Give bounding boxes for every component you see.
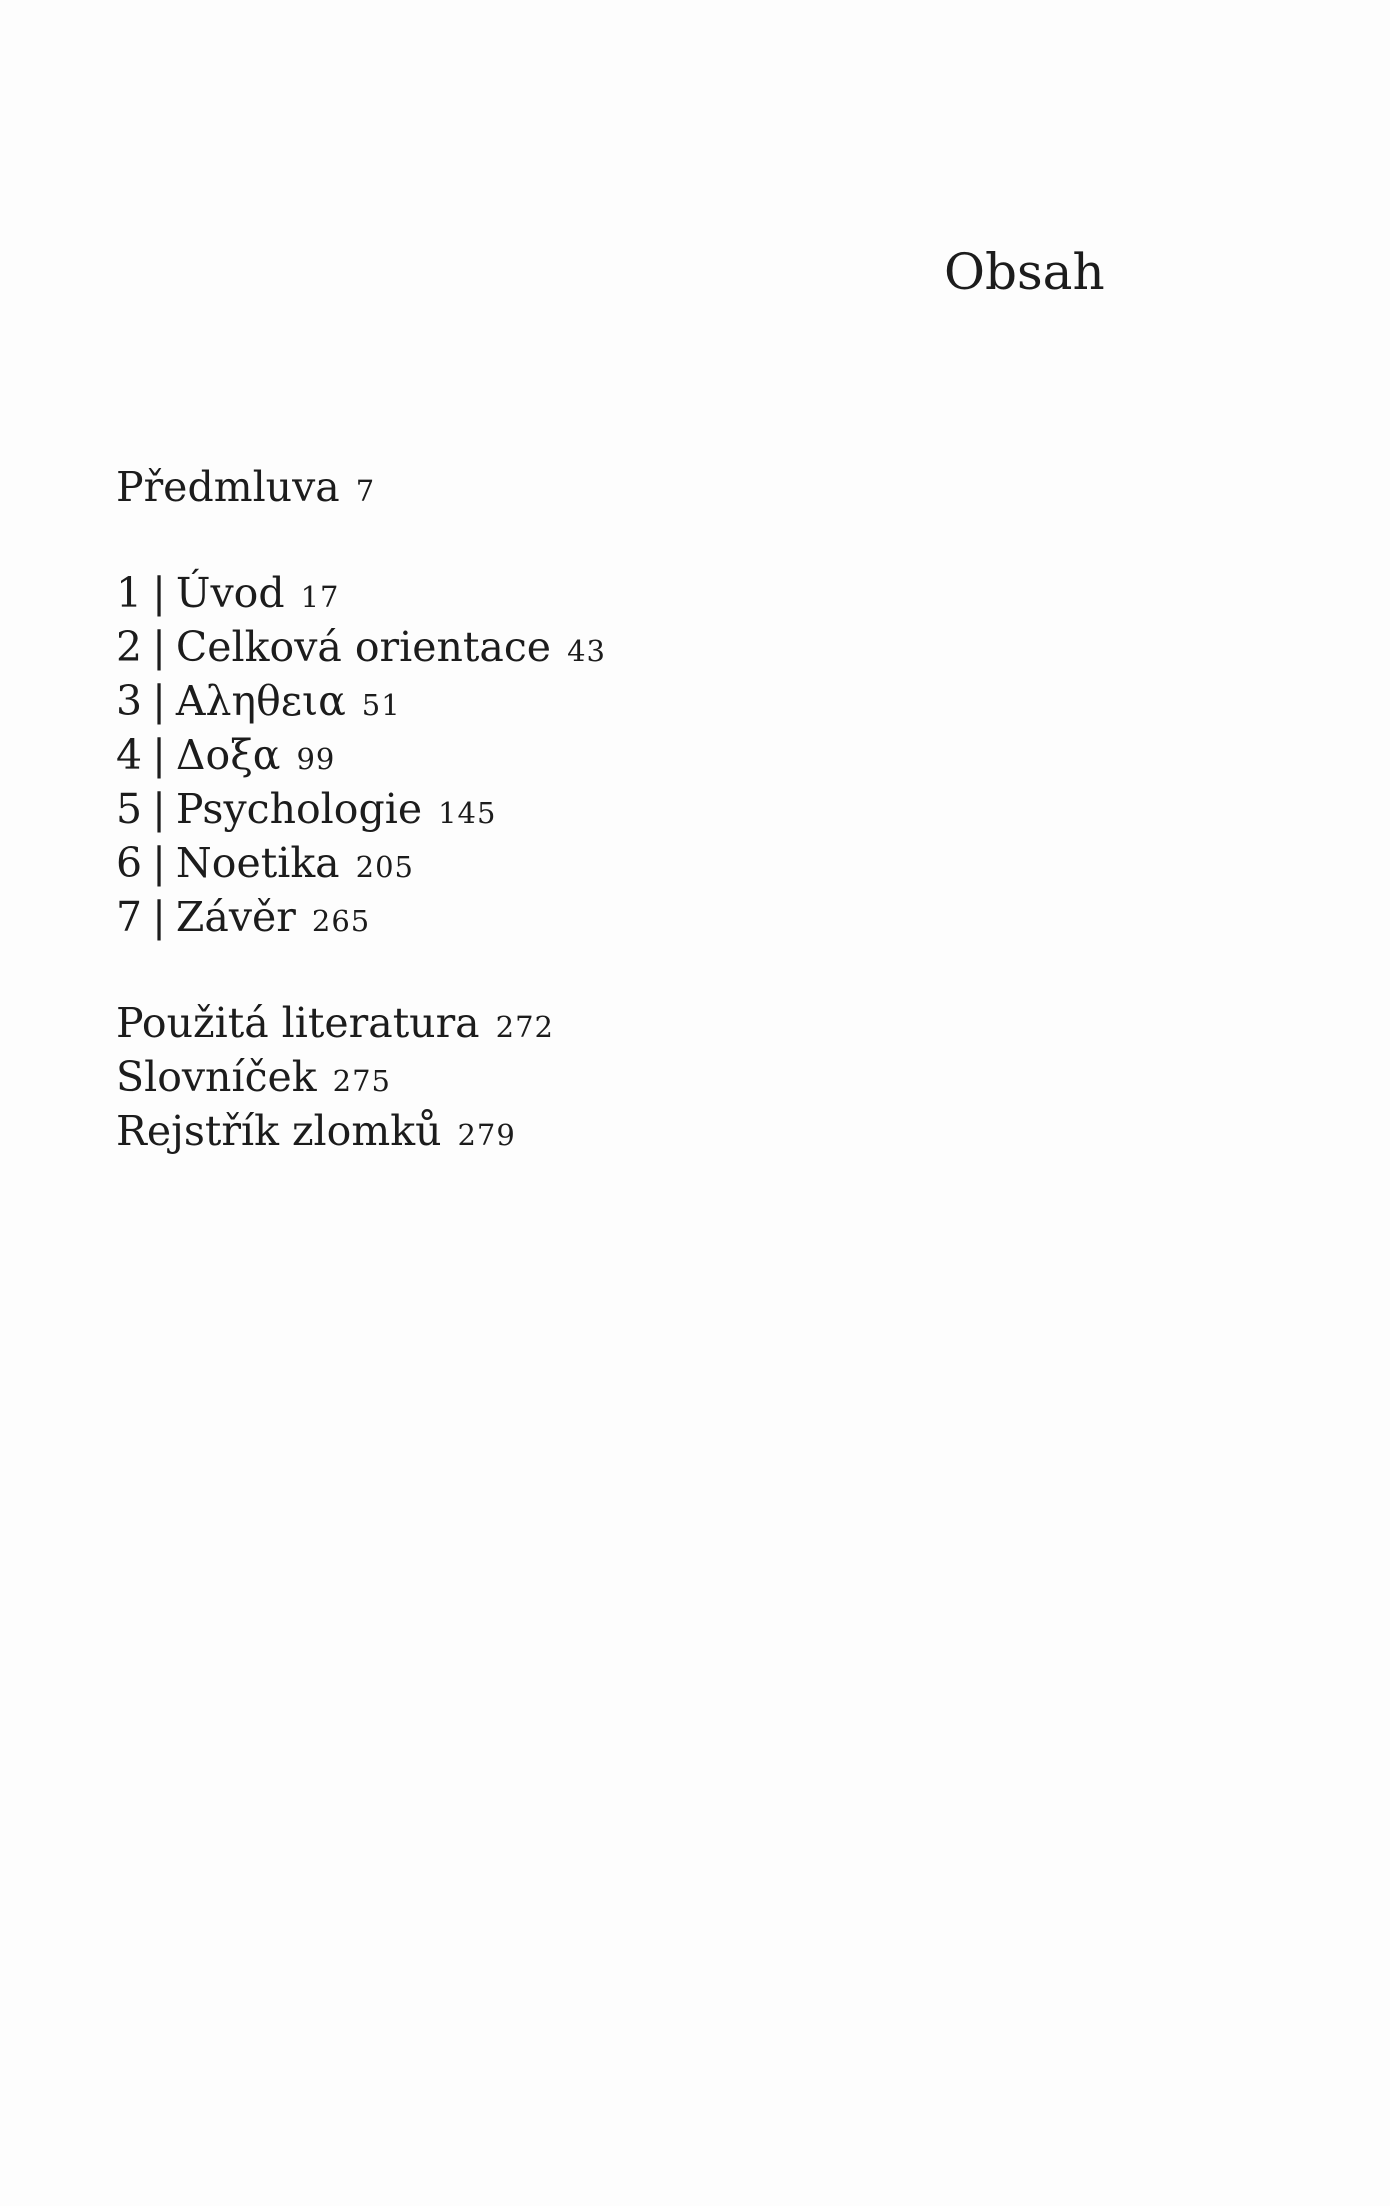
entry-page-number: 145 <box>438 796 497 830</box>
chapter-separator: | <box>152 839 166 887</box>
entry-title: Δοξα <box>175 731 281 779</box>
chapter-separator: | <box>152 785 166 833</box>
chapter-number: 1 <box>116 569 143 617</box>
entry-title: Použitá literatura <box>116 999 480 1047</box>
entry-title: Celková orientace <box>175 623 552 671</box>
toc-entry-chapter-5 <box>116 782 606 836</box>
entry-page-number: 205 <box>355 850 414 884</box>
chapter-separator: | <box>152 731 166 779</box>
entry-page-number: 99 <box>296 742 336 776</box>
chapter-number: 7 <box>116 893 143 941</box>
toc-entry-chapter-1 <box>116 566 606 620</box>
entry-page-number: 275 <box>332 1064 391 1098</box>
chapter-separator: | <box>152 623 166 671</box>
chapter-separator: | <box>152 569 166 617</box>
chapter-number: 6 <box>116 839 143 887</box>
toc-entry-glossary <box>116 1050 606 1104</box>
toc-entry-chapter-2 <box>116 620 606 674</box>
toc-chapters-group <box>116 566 606 944</box>
entry-page-number: 265 <box>311 904 371 938</box>
chapter-number: 3 <box>116 677 143 725</box>
page-title: Obsah <box>944 243 1105 301</box>
toc-entry-bibliography <box>116 996 606 1050</box>
entry-page-number: 272 <box>495 1010 554 1044</box>
entry-page-number: 43 <box>567 634 606 668</box>
entry-page-number: 51 <box>361 688 401 722</box>
toc-entry-chapter-3 <box>116 674 606 728</box>
chapter-number: 2 <box>116 623 143 671</box>
entry-page-number: 7 <box>355 474 376 508</box>
toc-entry-chapter-7 <box>116 890 606 944</box>
chapter-separator: | <box>152 893 166 941</box>
toc-entry-chapter-6 <box>116 836 606 890</box>
toc-back-matter-group <box>116 996 606 1158</box>
entry-title: Slovníček <box>116 1053 317 1101</box>
entry-title: Noetika <box>175 839 340 887</box>
entry-title: Αληθεια <box>175 677 346 725</box>
entry-title: Předmluva <box>116 463 340 511</box>
chapter-number: 4 <box>116 731 143 779</box>
entry-page-number: 279 <box>457 1118 516 1152</box>
entry-title: Úvod <box>175 569 285 617</box>
entry-title: Rejstřík zlomků <box>116 1107 442 1155</box>
toc-entry-fragment-index <box>116 1104 606 1158</box>
entry-title: Závěr <box>175 893 296 941</box>
chapter-separator: | <box>152 677 166 725</box>
toc-entry-preface <box>116 460 606 514</box>
toc-entry-chapter-4 <box>116 728 606 782</box>
entry-title: Psychologie <box>175 785 423 833</box>
chapter-number: 5 <box>116 785 143 833</box>
table-of-contents <box>116 460 606 1158</box>
toc-preface-group <box>116 460 606 514</box>
entry-page-number: 17 <box>300 580 340 614</box>
